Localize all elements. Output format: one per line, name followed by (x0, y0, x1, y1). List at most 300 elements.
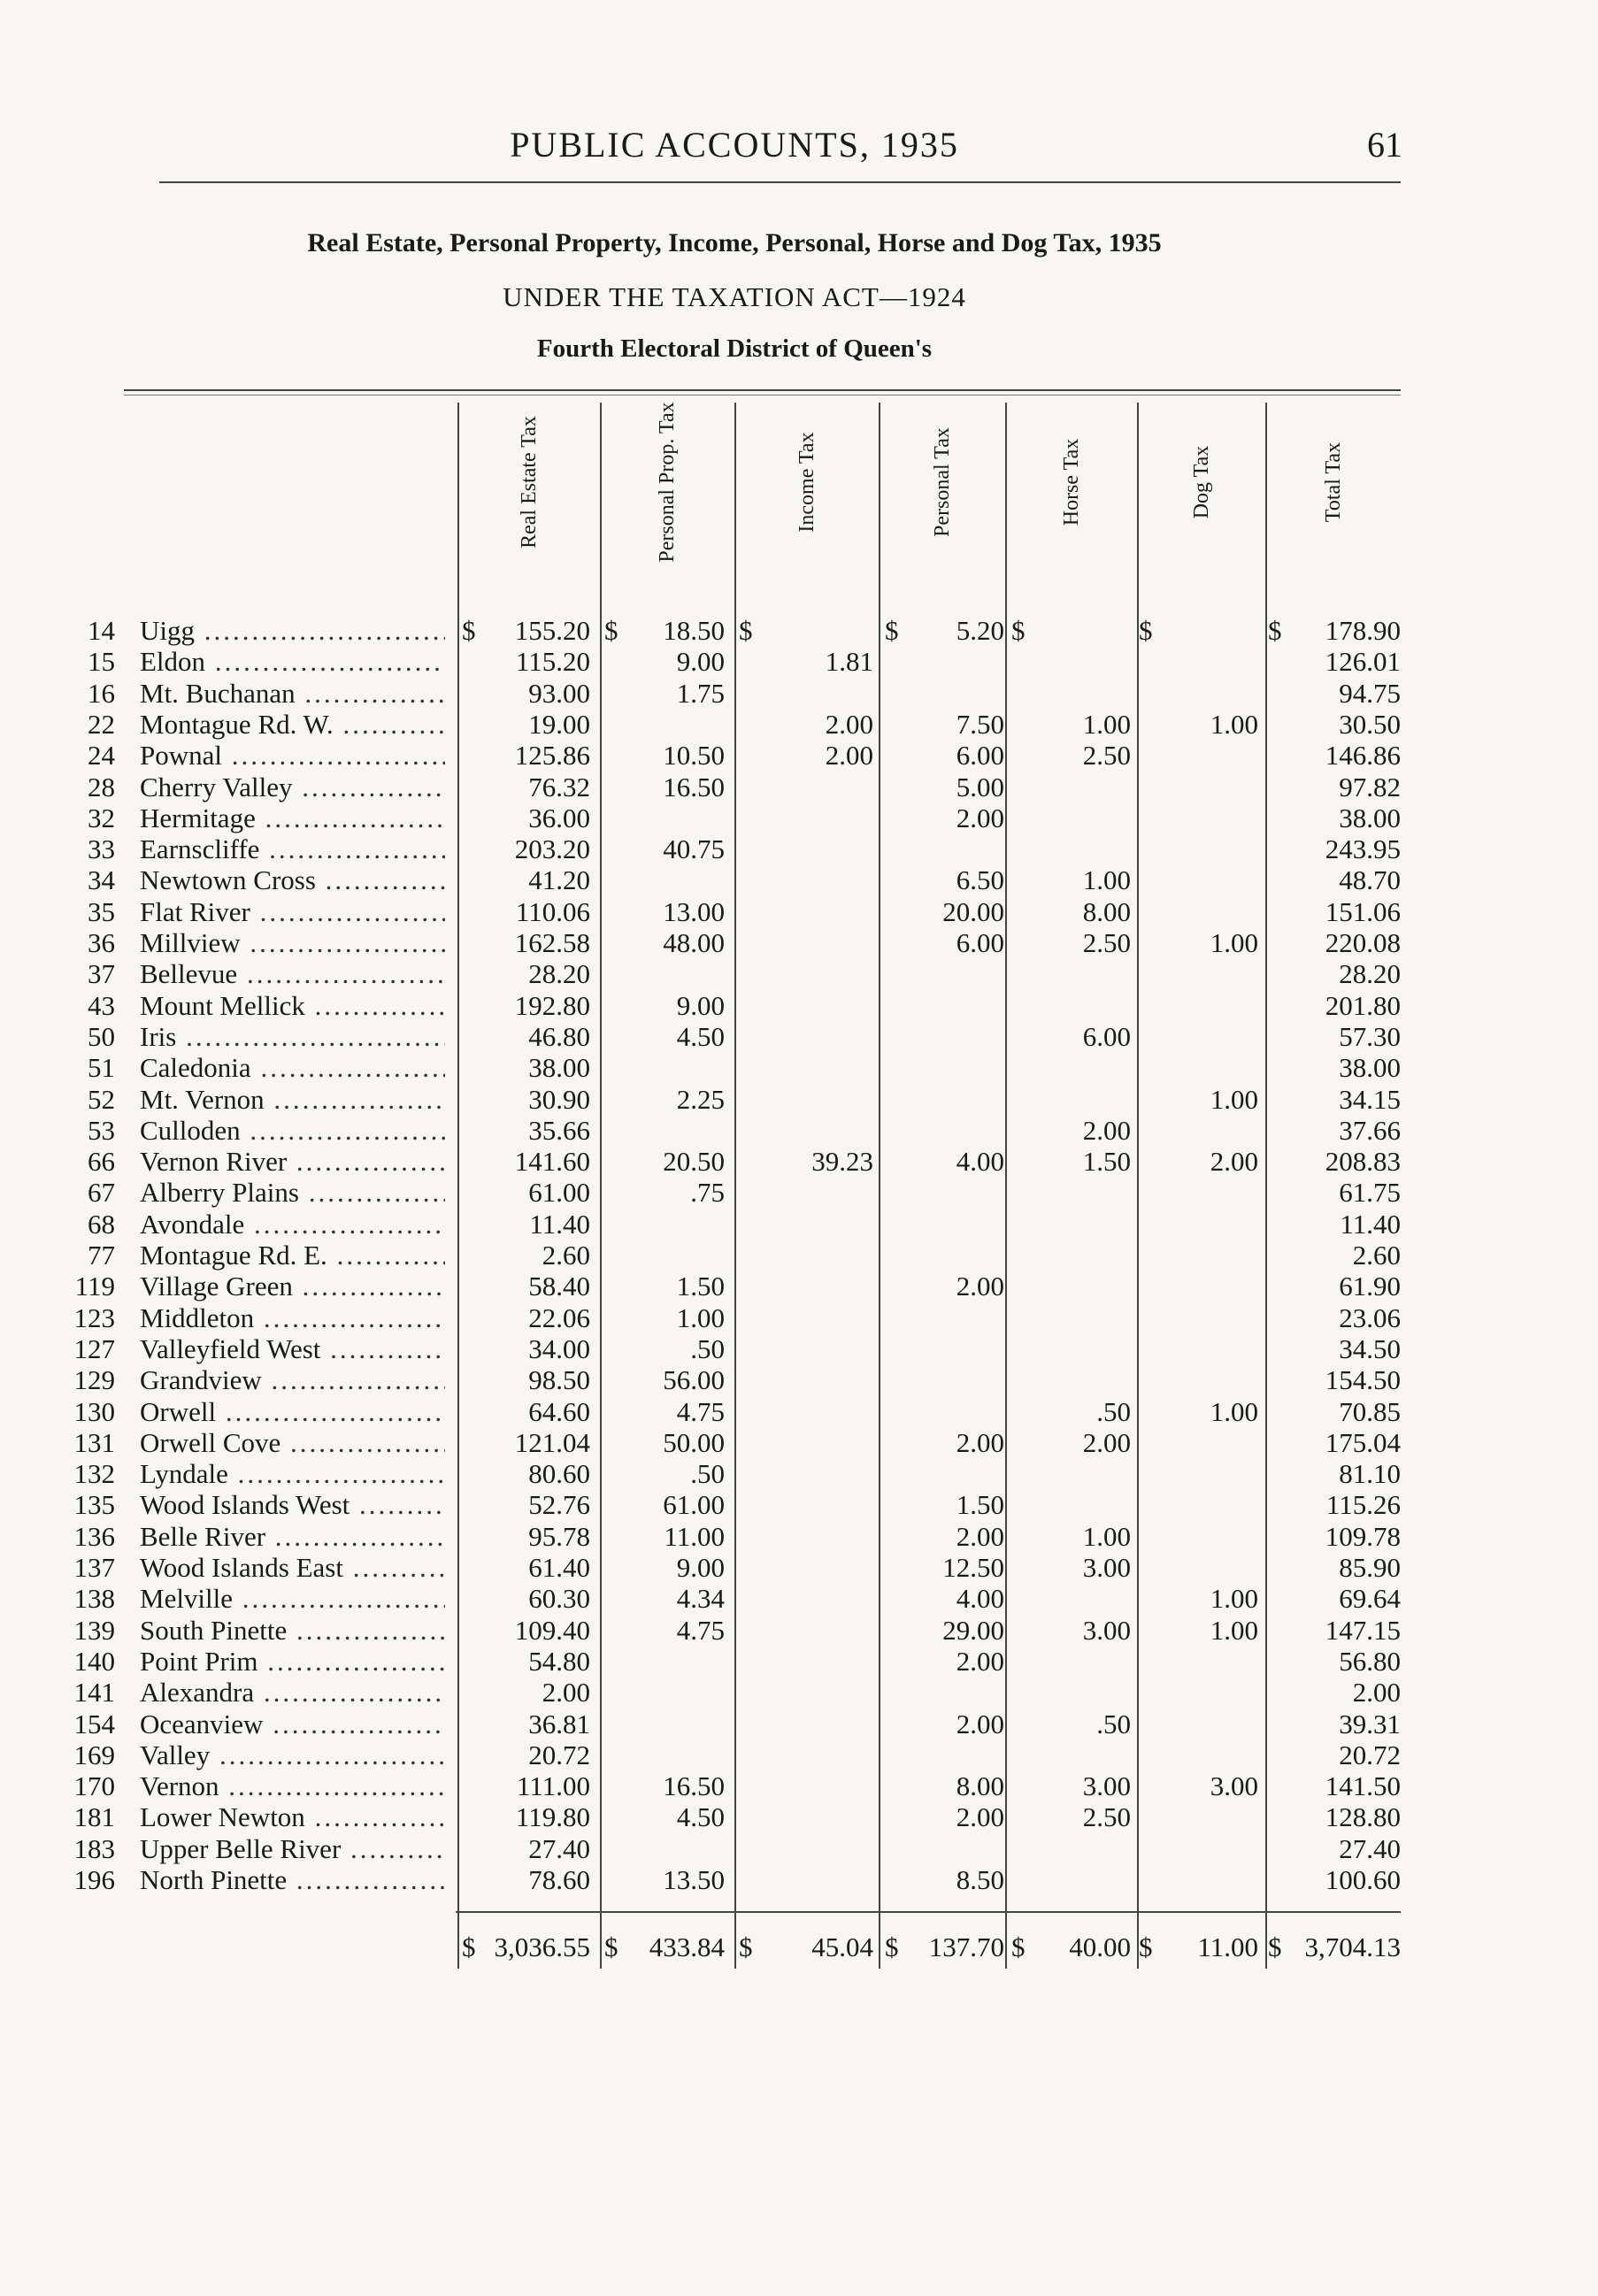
locality-name: Bellevue ..... (140, 958, 445, 990)
table-row (0, 1021, 1598, 1052)
row-number: 196 (73, 1864, 115, 1895)
cell-personal-prop: 9.00 (676, 1552, 725, 1583)
total-real-estate: 3,036.55 (494, 1931, 590, 1962)
locality-name: Melville ..... (140, 1583, 445, 1615)
cell-personal: 2.00 (956, 1520, 1004, 1552)
cell-personal: 6.00 (956, 740, 1004, 772)
cell-personal-prop: 11.00 (664, 1520, 725, 1552)
total-personal: 137.70 (928, 1931, 1004, 1962)
page-header (0, 124, 1598, 177)
cell-personal: 5.00 (956, 771, 1004, 802)
column-header (1140, 403, 1264, 562)
locality-name: Millview ..... (140, 927, 445, 959)
locality-name: Wood Islands East ..... (140, 1552, 445, 1584)
table-row (0, 1739, 1598, 1770)
header-rule (159, 181, 1401, 183)
row-number: 52 (88, 1083, 115, 1115)
locality-name: Avondale ..... (140, 1209, 445, 1240)
cell-income: 2.00 (825, 740, 873, 772)
table-row (0, 1333, 1598, 1364)
cell-horse: 8.00 (1082, 895, 1131, 927)
locality-name: Point Prim ..... (140, 1646, 445, 1678)
cell-personal-prop: 4.75 (676, 1395, 725, 1427)
cell-real-estate: 19.00 (528, 708, 590, 740)
table-row (0, 1084, 1598, 1115)
cell-personal-prop: 48.00 (663, 927, 725, 958)
cell-personal: 2.00 (956, 1801, 1004, 1833)
locality-name: Lyndale ..... (140, 1458, 445, 1490)
cell-total: 27.40 (1339, 1832, 1401, 1864)
cell-real-estate: 35.66 (528, 1114, 590, 1146)
row-number: 24 (88, 740, 115, 772)
cell-income: 1.81 (825, 646, 873, 678)
table-row (0, 1427, 1598, 1458)
cell-real-estate: 36.00 (528, 802, 590, 833)
row-number: 16 (88, 677, 115, 709)
table-row (0, 833, 1598, 864)
cell-dog: 1.00 (1210, 1395, 1258, 1427)
currency-symbol: $ (885, 1931, 899, 1962)
page-number: 61 (1367, 125, 1402, 165)
cell-total: 94.75 (1339, 677, 1401, 709)
total-personal-prop: 433.84 (649, 1931, 725, 1962)
cell-real-estate: 192.80 (514, 989, 590, 1021)
cell-dog: 1.00 (1210, 1583, 1258, 1615)
row-number: 32 (88, 802, 115, 833)
cell-real-estate: 36.81 (528, 1708, 590, 1739)
locality-name: Orwell Cove ..... (140, 1427, 445, 1459)
cell-personal: 1.50 (956, 1489, 1004, 1521)
cell-total: 34.50 (1339, 1332, 1401, 1364)
cell-personal: 8.00 (956, 1770, 1004, 1802)
table-row (0, 1552, 1598, 1583)
table-row (0, 1052, 1598, 1083)
cell-real-estate: 155.20 (514, 615, 590, 646)
cell-personal: 2.00 (956, 1708, 1004, 1739)
cell-real-estate: 54.80 (528, 1645, 590, 1677)
cell-total: 70.85 (1339, 1395, 1401, 1427)
table-row (0, 615, 1598, 646)
cell-personal: 8.50 (956, 1864, 1004, 1895)
cell-total: 34.15 (1339, 1083, 1401, 1115)
table-row (0, 1364, 1598, 1395)
table-row (0, 896, 1598, 927)
cell-personal-prop: .50 (690, 1458, 725, 1490)
cell-personal-prop: 56.00 (663, 1364, 725, 1396)
locality-name: Alberry Plains ..... (140, 1177, 445, 1209)
row-number: 123 (73, 1302, 115, 1333)
row-number: 77 (88, 1240, 115, 1271)
cell-horse: 2.50 (1082, 1801, 1131, 1833)
cell-real-estate: 46.80 (528, 1020, 590, 1052)
cell-real-estate: 38.00 (528, 1052, 590, 1084)
cell-dog: 1.00 (1210, 927, 1258, 958)
locality-name: North Pinette ..... (140, 1864, 445, 1896)
row-number: 22 (88, 708, 115, 740)
cell-personal: 4.00 (956, 1146, 1004, 1178)
cell-personal: 29.00 (942, 1614, 1004, 1646)
row-number: 51 (88, 1052, 115, 1084)
row-number: 33 (88, 833, 115, 865)
currency-symbol: $ (1268, 615, 1282, 646)
table-title: Real Estate, Personal Property, Income, Personal, Horse and Dog Tax, 1935 (307, 228, 1162, 257)
table-row (0, 802, 1598, 833)
cell-horse: 1.00 (1082, 864, 1131, 896)
cell-personal: 2.00 (956, 1426, 1004, 1458)
locality-name: Montague Rd. W. ..... (140, 709, 445, 741)
cell-dog: 1.00 (1210, 1614, 1258, 1646)
table-row (0, 1583, 1598, 1614)
cell-total: 141.50 (1325, 1770, 1401, 1802)
total-dog: 11.00 (1197, 1931, 1258, 1962)
locality-name: Upper Belle River ..... (140, 1833, 445, 1865)
cell-total: 243.95 (1325, 833, 1401, 865)
table-row (0, 1677, 1598, 1708)
cell-personal-prop: 13.50 (663, 1864, 725, 1895)
cell-personal-prop: 1.00 (676, 1302, 725, 1333)
locality-name: Mt. Buchanan ..... (140, 678, 445, 710)
cell-real-estate: 60.30 (528, 1583, 590, 1615)
cell-real-estate: 98.50 (528, 1364, 590, 1396)
row-number: 140 (73, 1645, 115, 1677)
cell-personal-prop: 20.50 (663, 1146, 725, 1178)
cell-real-estate: 30.90 (528, 1083, 590, 1115)
locality-name: Montague Rd. E. ..... (140, 1240, 445, 1271)
locality-name: Valley ..... (140, 1739, 445, 1771)
table-subtitle-act: UNDER THE TAXATION ACT—1924 (503, 281, 966, 312)
locality-name: Hermitage ..... (140, 802, 445, 834)
totals-row (0, 1931, 1598, 1962)
table-row (0, 1833, 1598, 1864)
row-number: 43 (88, 989, 115, 1021)
table-row (0, 1302, 1598, 1333)
cell-horse: 2.50 (1082, 927, 1131, 958)
table-row (0, 1770, 1598, 1801)
cell-real-estate: 111.00 (517, 1770, 590, 1802)
row-number: 181 (73, 1801, 115, 1833)
table-row (0, 740, 1598, 771)
row-number: 129 (73, 1364, 115, 1396)
table-top-rule (124, 389, 1401, 391)
cell-total: 97.82 (1339, 771, 1401, 802)
locality-name: South Pinette ..... (140, 1615, 445, 1647)
cell-total: 100.60 (1325, 1864, 1401, 1895)
cell-personal-prop: 2.25 (676, 1083, 725, 1115)
cell-income: 2.00 (825, 708, 873, 740)
column-header (467, 403, 591, 562)
table-row (0, 1615, 1598, 1646)
locality-name: Village Green ..... (140, 1271, 445, 1302)
table-row (0, 1177, 1598, 1208)
cell-personal-prop: 13.00 (663, 895, 725, 927)
cell-real-estate: 162.58 (514, 927, 590, 958)
row-number: 137 (73, 1552, 115, 1583)
cell-personal-prop: 4.75 (676, 1614, 725, 1646)
row-number: 138 (73, 1583, 115, 1615)
cell-total: 28.20 (1339, 958, 1401, 990)
locality-name: Earnscliffe ..... (140, 833, 445, 865)
locality-name: Caledonia ..... (140, 1052, 445, 1084)
cell-total: 30.50 (1339, 708, 1401, 740)
cell-real-estate: 58.40 (528, 1271, 590, 1302)
currency-symbol: $ (1011, 1931, 1026, 1962)
cell-total: 85.90 (1339, 1552, 1401, 1583)
table-subtitle-district: Fourth Electoral District of Queen's (536, 334, 933, 363)
cell-real-estate: 78.60 (528, 1864, 590, 1895)
locality-name: Orwell ..... (140, 1396, 445, 1428)
cell-personal: 6.50 (956, 864, 1004, 896)
cell-personal-prop: 4.50 (676, 1020, 725, 1052)
cell-real-estate: 119.80 (515, 1801, 590, 1833)
locality-name: Alexandra ..... (140, 1677, 445, 1709)
locality-name: Pownal ..... (140, 740, 445, 772)
cell-total: 146.86 (1325, 740, 1401, 772)
total-income: 45.04 (811, 1931, 873, 1962)
row-number: 37 (88, 958, 115, 990)
cell-horse: 3.00 (1082, 1770, 1131, 1802)
cell-total: 220.08 (1325, 927, 1401, 958)
cell-personal: 6.00 (956, 927, 1004, 958)
cell-personal-prop: 16.50 (663, 1770, 725, 1802)
locality-name: Mount Mellick ..... (140, 990, 445, 1022)
cell-total: 109.78 (1325, 1520, 1401, 1552)
locality-name: Eldon ..... (140, 646, 445, 678)
cell-total: 2.00 (1352, 1677, 1401, 1709)
locality-name: Lower Newton ..... (140, 1801, 445, 1833)
cell-real-estate: 20.72 (528, 1739, 590, 1770)
cell-personal: 12.50 (942, 1552, 1004, 1583)
cell-dog: 3.00 (1210, 1770, 1258, 1802)
cell-real-estate: 110.06 (515, 895, 590, 927)
row-number: 14 (88, 615, 115, 646)
cell-personal-prop: 61.00 (663, 1489, 725, 1521)
locality-name: Wood Islands West ..... (140, 1489, 445, 1521)
cell-total: 154.50 (1325, 1364, 1401, 1396)
locality-name: Valleyfield West ..... (140, 1333, 445, 1365)
totals-rule (456, 1911, 1401, 1913)
cell-total: 11.40 (1340, 1208, 1401, 1240)
row-number: 68 (88, 1208, 115, 1240)
cell-total: 201.80 (1325, 989, 1401, 1021)
cell-personal: 5.20 (956, 615, 1004, 646)
table-row (0, 1646, 1598, 1677)
cell-personal-prop: 1.50 (676, 1271, 725, 1302)
row-number: 50 (88, 1020, 115, 1052)
cell-horse: .50 (1096, 1395, 1131, 1427)
cell-total: 57.30 (1339, 1020, 1401, 1052)
table-row (0, 1489, 1598, 1520)
table-row (0, 1801, 1598, 1832)
column-header-label: Real Estate Tax (517, 416, 541, 549)
cell-total: 37.66 (1339, 1114, 1401, 1146)
cell-total: 115.26 (1325, 1489, 1401, 1521)
cell-real-estate: 27.40 (528, 1832, 590, 1864)
cell-horse: 2.00 (1082, 1114, 1131, 1146)
locality-name: Cherry Valley ..... (140, 772, 445, 803)
row-number: 130 (73, 1395, 115, 1427)
cell-real-estate: 95.78 (528, 1520, 590, 1552)
locality-name: Belle River ..... (140, 1521, 445, 1553)
cell-total: 20.72 (1339, 1739, 1401, 1770)
cell-horse: 1.00 (1082, 708, 1131, 740)
currency-symbol: $ (462, 615, 476, 646)
locality-name: Oceanview ..... (140, 1709, 445, 1740)
cell-personal-prop: 16.50 (663, 771, 725, 802)
column-header (1010, 403, 1133, 562)
table-row (0, 1864, 1598, 1895)
row-number: 119 (74, 1271, 115, 1302)
row-number: 169 (73, 1739, 115, 1770)
cell-personal-prop: .50 (690, 1332, 725, 1364)
cell-horse: .50 (1096, 1708, 1131, 1739)
cell-total: 39.31 (1339, 1708, 1401, 1739)
cell-total: 147.15 (1325, 1614, 1401, 1646)
cell-real-estate: 61.40 (528, 1552, 590, 1583)
row-number: 131 (73, 1426, 115, 1458)
cell-personal-prop: 4.50 (676, 1801, 725, 1833)
table-row (0, 990, 1598, 1021)
locality-name: Flat River ..... (140, 896, 445, 928)
table-row (0, 1458, 1598, 1489)
cell-total: 61.90 (1339, 1271, 1401, 1302)
currency-symbol: $ (1268, 1931, 1282, 1962)
locality-name: Iris ..... (140, 1021, 445, 1053)
row-number: 34 (88, 864, 115, 896)
cell-real-estate: 80.60 (528, 1458, 590, 1490)
cell-total: 175.04 (1325, 1426, 1401, 1458)
cell-real-estate: 93.00 (528, 677, 590, 709)
cell-income: 39.23 (811, 1146, 873, 1178)
row-number: 36 (88, 927, 115, 958)
cell-total: 208.83 (1325, 1146, 1401, 1178)
currency-symbol: $ (1139, 1931, 1153, 1962)
cell-personal-prop: 4.34 (676, 1583, 725, 1615)
cell-horse: 2.00 (1082, 1426, 1131, 1458)
currency-symbol: $ (604, 1931, 618, 1962)
cell-real-estate: 41.20 (528, 864, 590, 896)
cell-real-estate: 22.06 (528, 1302, 590, 1333)
table-row (0, 1396, 1598, 1427)
column-header-label: Income Tax (795, 432, 818, 533)
locality-name: Vernon River ..... (140, 1146, 445, 1178)
cell-real-estate: 109.40 (514, 1614, 590, 1646)
cell-personal: 20.00 (942, 895, 1004, 927)
cell-horse: 6.00 (1082, 1020, 1131, 1052)
table-row (0, 646, 1598, 677)
locality-name: Vernon ..... (140, 1770, 445, 1802)
row-number: 135 (73, 1489, 115, 1521)
table-row (0, 772, 1598, 802)
locality-name: Culloden ..... (140, 1115, 445, 1147)
table-row (0, 958, 1598, 989)
table-row (0, 927, 1598, 958)
cell-real-estate: 11.40 (529, 1208, 590, 1240)
cell-total: 81.10 (1339, 1458, 1401, 1490)
column-header-label: Horse Tax (1059, 438, 1083, 526)
table-row (0, 1115, 1598, 1146)
currency-symbol: $ (739, 1931, 753, 1962)
column-header-label: Total Tax (1322, 442, 1345, 523)
cell-total: 38.00 (1339, 1052, 1401, 1084)
cell-personal-prop: 18.50 (663, 615, 725, 646)
table-row (0, 1709, 1598, 1739)
cell-personal: 4.00 (956, 1583, 1004, 1615)
column-header (1271, 403, 1395, 562)
cell-total: 69.64 (1339, 1583, 1401, 1615)
locality-name: Grandview ..... (140, 1364, 445, 1396)
cell-total: 38.00 (1339, 802, 1401, 833)
cell-dog: 1.00 (1210, 708, 1258, 740)
currency-symbol: $ (1139, 615, 1153, 646)
row-number: 139 (73, 1614, 115, 1646)
locality-name: Newtown Cross ..... (140, 864, 445, 896)
table-row (0, 864, 1598, 895)
row-number: 35 (88, 895, 115, 927)
cell-dog: 1.00 (1210, 1083, 1258, 1115)
cell-personal-prop: 1.75 (676, 677, 725, 709)
cell-horse: 1.50 (1082, 1146, 1131, 1178)
table-row (0, 1209, 1598, 1240)
cell-real-estate: 61.00 (528, 1177, 590, 1209)
cell-real-estate: 121.04 (514, 1426, 590, 1458)
cell-real-estate: 141.60 (514, 1146, 590, 1178)
locality-name: Mt. Vernon ..... (140, 1084, 445, 1116)
locality-name: Uigg ..... (140, 615, 445, 647)
cell-personal-prop: 9.00 (676, 989, 725, 1021)
total-horse: 40.00 (1069, 1931, 1131, 1962)
table-row (0, 1521, 1598, 1552)
row-number: 66 (88, 1146, 115, 1178)
currency-symbol: $ (885, 615, 899, 646)
cell-horse: 3.00 (1082, 1614, 1131, 1646)
table-row (0, 678, 1598, 709)
table-row (0, 709, 1598, 740)
cell-real-estate: 115.20 (515, 646, 590, 678)
cell-dog: 2.00 (1210, 1146, 1258, 1178)
cell-personal-prop: 40.75 (663, 833, 725, 865)
cell-total: 151.06 (1325, 895, 1401, 927)
row-number: 170 (73, 1770, 115, 1802)
cell-real-estate: 125.86 (514, 740, 590, 772)
cell-total: 128.80 (1325, 1801, 1401, 1833)
total-total: 3,704.13 (1304, 1931, 1401, 1962)
column-header (880, 403, 1004, 562)
row-number: 15 (88, 646, 115, 678)
cell-personal-prop: .75 (690, 1177, 725, 1209)
cell-horse: 2.50 (1082, 740, 1131, 772)
cell-horse: 1.00 (1082, 1520, 1131, 1552)
row-number: 136 (73, 1520, 115, 1552)
cell-personal: 2.00 (956, 1645, 1004, 1677)
column-header-label: Personal Prop. Tax (656, 402, 679, 563)
cell-horse: 3.00 (1082, 1552, 1131, 1583)
row-number: 53 (88, 1114, 115, 1146)
currency-symbol: $ (739, 615, 753, 646)
currency-symbol: $ (462, 1931, 476, 1962)
table-row (0, 1146, 1598, 1177)
row-number: 183 (73, 1832, 115, 1864)
cell-real-estate: 2.60 (542, 1240, 590, 1271)
row-number: 132 (73, 1458, 115, 1490)
table-row (0, 1240, 1598, 1271)
column-header (605, 403, 729, 562)
running-title: PUBLIC ACCOUNTS, 1935 (510, 125, 959, 165)
cell-personal: 7.50 (956, 708, 1004, 740)
cell-real-estate: 52.76 (528, 1489, 590, 1521)
column-header-label: Dog Tax (1189, 445, 1213, 519)
cell-real-estate: 64.60 (528, 1395, 590, 1427)
currency-symbol: $ (1011, 615, 1026, 646)
